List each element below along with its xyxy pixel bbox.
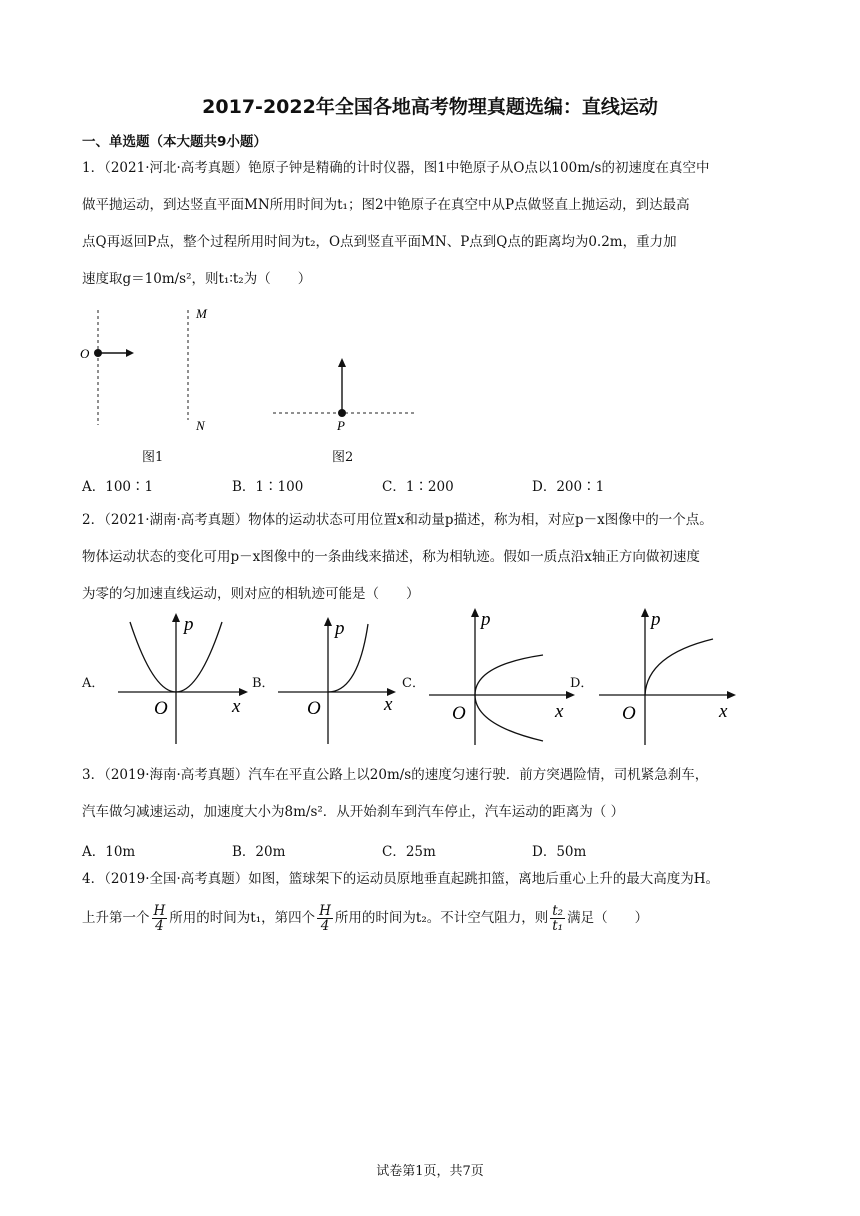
q1-option-d[interactable]: D．200∶1: [532, 479, 605, 495]
q3-option-c[interactable]: C．25m: [382, 844, 436, 860]
q4-text-part-1: 上升第一个: [82, 910, 150, 926]
axis-p-label: p: [184, 614, 194, 635]
q2-line-2: 物体运动状态的变化可用p－x图像中的一条曲线来描述，称为相轨迹。假如一质点沿x轴正方向做初速度: [82, 549, 700, 565]
q1-option-c[interactable]: C．1∶200: [382, 479, 454, 495]
fig2-caption: 图2: [332, 450, 354, 465]
q1-figure-2: [270, 350, 420, 440]
q2-option-c-label[interactable]: C．: [402, 676, 425, 691]
q2-graph-d[interactable]: [595, 605, 745, 750]
axis-p-label: p: [481, 609, 491, 630]
q2-option-d-label[interactable]: D．: [570, 676, 594, 691]
q1-line-4: 速度取g＝10m/s²，则t₁∶t₂为（ ）: [82, 271, 312, 287]
q2-line-3: 为零的匀加速直线运动，则对应的相轨迹可能是（ ）: [82, 586, 420, 602]
q4-text-part-2: 所用的时间为t₁，第四个: [169, 910, 316, 926]
q4-line-1: 4．（2019·全国·高考真题）如图，篮球架下的运动员原地垂直起跳扣篮，离地后重心上升的最大高度为H。: [82, 871, 720, 887]
q3-option-a[interactable]: A．10m: [82, 844, 136, 860]
axis-x-label: x: [555, 701, 564, 722]
q1-line-1: 1．（2021·河北·高考真题）铯原子钟是精确的计时仪器，图1中铯原子从O点以100m/s的初速度在真空中: [82, 160, 710, 176]
axis-x-label: x: [719, 701, 728, 722]
axis-x-label: x: [384, 694, 393, 715]
point-P-label: P: [337, 418, 345, 433]
q1-option-b[interactable]: B．1∶100: [232, 479, 304, 495]
q2-graph-c[interactable]: [425, 605, 585, 750]
q3-option-b[interactable]: B．20m: [232, 844, 286, 860]
q2-option-b-label[interactable]: B．: [252, 676, 275, 691]
point-O-label: O: [80, 346, 90, 361]
axis-x-label: x: [232, 696, 241, 717]
fig1-caption: 图1: [142, 450, 164, 465]
origin-label: O: [154, 698, 168, 719]
page-title: 2017-2022年全国各地高考物理真题选编：直线运动: [202, 96, 658, 118]
q3-option-d[interactable]: D．50m: [532, 844, 587, 860]
q3-line-1: 3．（2019·海南·高考真题）汽车在平直公路上以20m/s的速度匀速行驶．前方突遇险情，司机紧急刹车，: [82, 767, 709, 783]
q2-line-1: 2．（2021·湖南·高考真题）物体的运动状态可用位置x和动量p描述，称为相，对应p－x图像中的一个点。: [82, 512, 713, 528]
axis-p-label: p: [651, 609, 661, 630]
point-N-label: N: [196, 418, 205, 433]
section-heading: 一、单选题（本大题共9小题）: [82, 134, 267, 150]
q2-graph-b[interactable]: [272, 610, 412, 750]
point-M-label: M: [196, 306, 207, 321]
fraction-t2-over-t1: $\frac{\text{t₂}}{\text{t₁}}$: [552, 903, 564, 934]
origin-label: O: [452, 703, 466, 724]
page-footer: 试卷第1页，共7页: [376, 1164, 484, 1179]
q2-graph-a[interactable]: [112, 610, 252, 750]
q1-figure-1: [70, 300, 230, 440]
fraction-h-over-4: $\frac{H}{4}$: [153, 903, 166, 934]
q1-option-a[interactable]: A．100∶1: [82, 479, 154, 495]
q4-text-part-4: 满足（ ）: [567, 910, 649, 926]
q1-line-2: 做平抛运动，到达竖直平面MN所用时间为t₁；图2中铯原子在真空中从P点做竖直上抛运动，到达最高: [82, 197, 690, 213]
q3-line-2: 汽车做匀减速运动，加速度大小为8m/s²．从开始刹车到汽车停止，汽车运动的距离为（ ）: [82, 804, 625, 820]
q2-option-a-label[interactable]: A．: [82, 676, 105, 691]
fraction-h-over-4: $\frac{H}{4}$: [319, 903, 331, 934]
q4-line-2: [82, 898, 782, 938]
q4-text-part-3: 所用的时间为t₂。不计空气阻力，则: [334, 910, 549, 926]
origin-label: O: [622, 703, 636, 724]
axis-p-label: p: [335, 618, 345, 639]
origin-label: O: [307, 698, 321, 719]
q1-line-3: 点Q再返回P点，整个过程所用时间为t₂，O点到竖直平面MN、P点到Q点的距离均为0.2m，重力加: [82, 234, 677, 250]
